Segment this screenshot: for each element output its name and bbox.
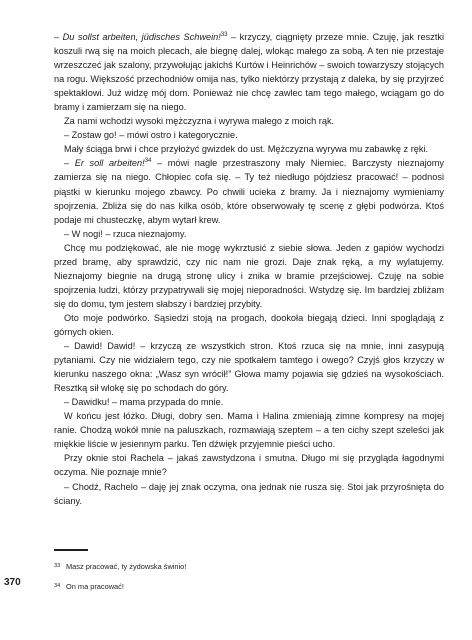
text-run: – [54, 32, 63, 42]
paragraph [54, 241, 444, 311]
foreign-phrase: Du sollst arbeiten, jüdisches Schwein! [62, 32, 221, 42]
text-run: Mały ściąga brwi i chce przyłożyć gwizdek do ust. Mężczyzna wyrywa mu zabawkę z ręki. [64, 144, 429, 155]
paragraph [54, 30, 444, 114]
paragraph [54, 311, 444, 339]
text-run: Za nami wchodzi wysoki mężczyzna i wyrywa małego z moich rąk. [64, 116, 335, 127]
paragraph [54, 156, 444, 226]
footnote-ref: 34 [144, 158, 152, 165]
page-number: 370 [4, 577, 21, 588]
paragraph [54, 142, 444, 156]
paragraph [54, 227, 444, 241]
main-text [54, 30, 444, 508]
paragraph [54, 451, 444, 479]
text-run: Chcę mu podziękować, ale nie mogę wykrztusić z siebie słowa. Jeden z gapiów wychodzi przed bramę, aby sprawdzić, czy nic nam nie grozi. Daje znak ręką, a my wylatujemy. Nieznajomy biegnie na drugą stronę ulicy i znika w bramie przejściowej. Czuję na sobie spojrzenia ludzi, którzy przypatrywali się mojej nieporadności. Wstydzę się. Im bardziej zbliżam się do domu, tym jestem słabszy i bardziej przybity. [54, 242, 444, 309]
text-run: Oto moje podwórko. Sąsiedzi stoją na progach, dookoła biegają dzieci. Inni spoglądają z górnych okien. [54, 312, 444, 337]
paragraph [54, 114, 444, 128]
footnote-number: 34 [54, 583, 61, 589]
paragraph [54, 128, 444, 142]
foreign-phrase: Er soll arbeiten! [74, 158, 145, 169]
text-run: W końcu jest łóżko. Długi, dobry sen. Mama i Halina zmieniają zimne kompresy na mojej ranie. Chodzą wokół mnie na paluszkach, rozmawiają szeptem – a ten cichy szept szeleści jak miękkie liście w jesiennym parku. Ten dźwięk przyjemnie pieści ucho. [54, 411, 444, 450]
text-run: – W nogi! – rzuca nieznajomy. [64, 228, 187, 239]
footnote-text: Masz pracować, ty żydowska świnio! [66, 562, 187, 571]
paragraph [54, 339, 444, 395]
text-run: – Chodź, Rachelo – daję jej znak oczyma, ona jednak nie rusza się. Stoi jak przyrośnięta do ściany. [54, 481, 444, 506]
footnote [54, 561, 444, 581]
paragraph [54, 480, 444, 508]
paragraph [54, 395, 444, 409]
text-run: – krzyczy, ciągnięty przeze mnie. Czuję, jak resztki koszuli rwą się na moich plecach, ale biegnę dalej, wlokąc małego za sobą. A ten nie przestaje wrzeszczeć jak szalony, przywołując jakichś Kurtów i Heinrichów – swoich towarzyszy stojących na rogu. Większość przechodniów omija nas, tylko niektórzy przystają z daleka, by się przyjrzeć spektaklowi. Już widzę mój dom. Ponieważ nie chcę zawlec tam tego małego, wciągam go do bramy i zamierzam się na niego. [54, 32, 445, 113]
text-run: Przy oknie stoi Rachela – jakaś zawstydzona i smutna. Długo mi się przygląda łagodnymi oczyma. Nie poznaje mnie? [54, 453, 444, 478]
footnotes [54, 561, 444, 601]
footnote-number: 33 [54, 563, 61, 569]
paragraph [54, 409, 444, 451]
footnote-text: On ma pracować! [66, 582, 124, 591]
text-run: – Dawid! Dawid! – krzyczą ze wszystkich stron. Ktoś rzuca się na mnie, inni zasypują pytaniami. Czy nie widziałem tego, czy nie spotkałem tamtego i owego? Czyjś głos krzyczy w kierunku naszego okna: „Wasz syn wrócił!” Głowa mamy pojawia się gdzieś na wysokościach. Resztką sił wlokę się po schodach do góry. [54, 341, 444, 394]
text-run: – mówi nagle przestraszony mały Niemiec. Barczysty nieznajomy zamierza się na niego. Chłopiec cofa się. – Ty też niedługo pójdziesz pracować! – podnosi piąstki w kierunku mojego zbawcy. Po chwili ucieka z bramy. Ja i nieznajomy wymieniamy spojrzenia. Zbliża się do nas kilka osób, które obserwowały tę scenę z głębi podwórza. Ktoś podaje mi chusteczkę, abym wytarł krew. [54, 158, 444, 225]
footnote-divider [54, 549, 88, 551]
text-run: – [64, 158, 75, 169]
text-run: – Zostaw go! – mówi ostro i kategorycznie. [64, 130, 238, 141]
footnote-ref: 33 [220, 31, 228, 38]
text-run: – Dawidku! – mama przypada do mnie. [64, 397, 224, 408]
footnote [54, 581, 444, 601]
